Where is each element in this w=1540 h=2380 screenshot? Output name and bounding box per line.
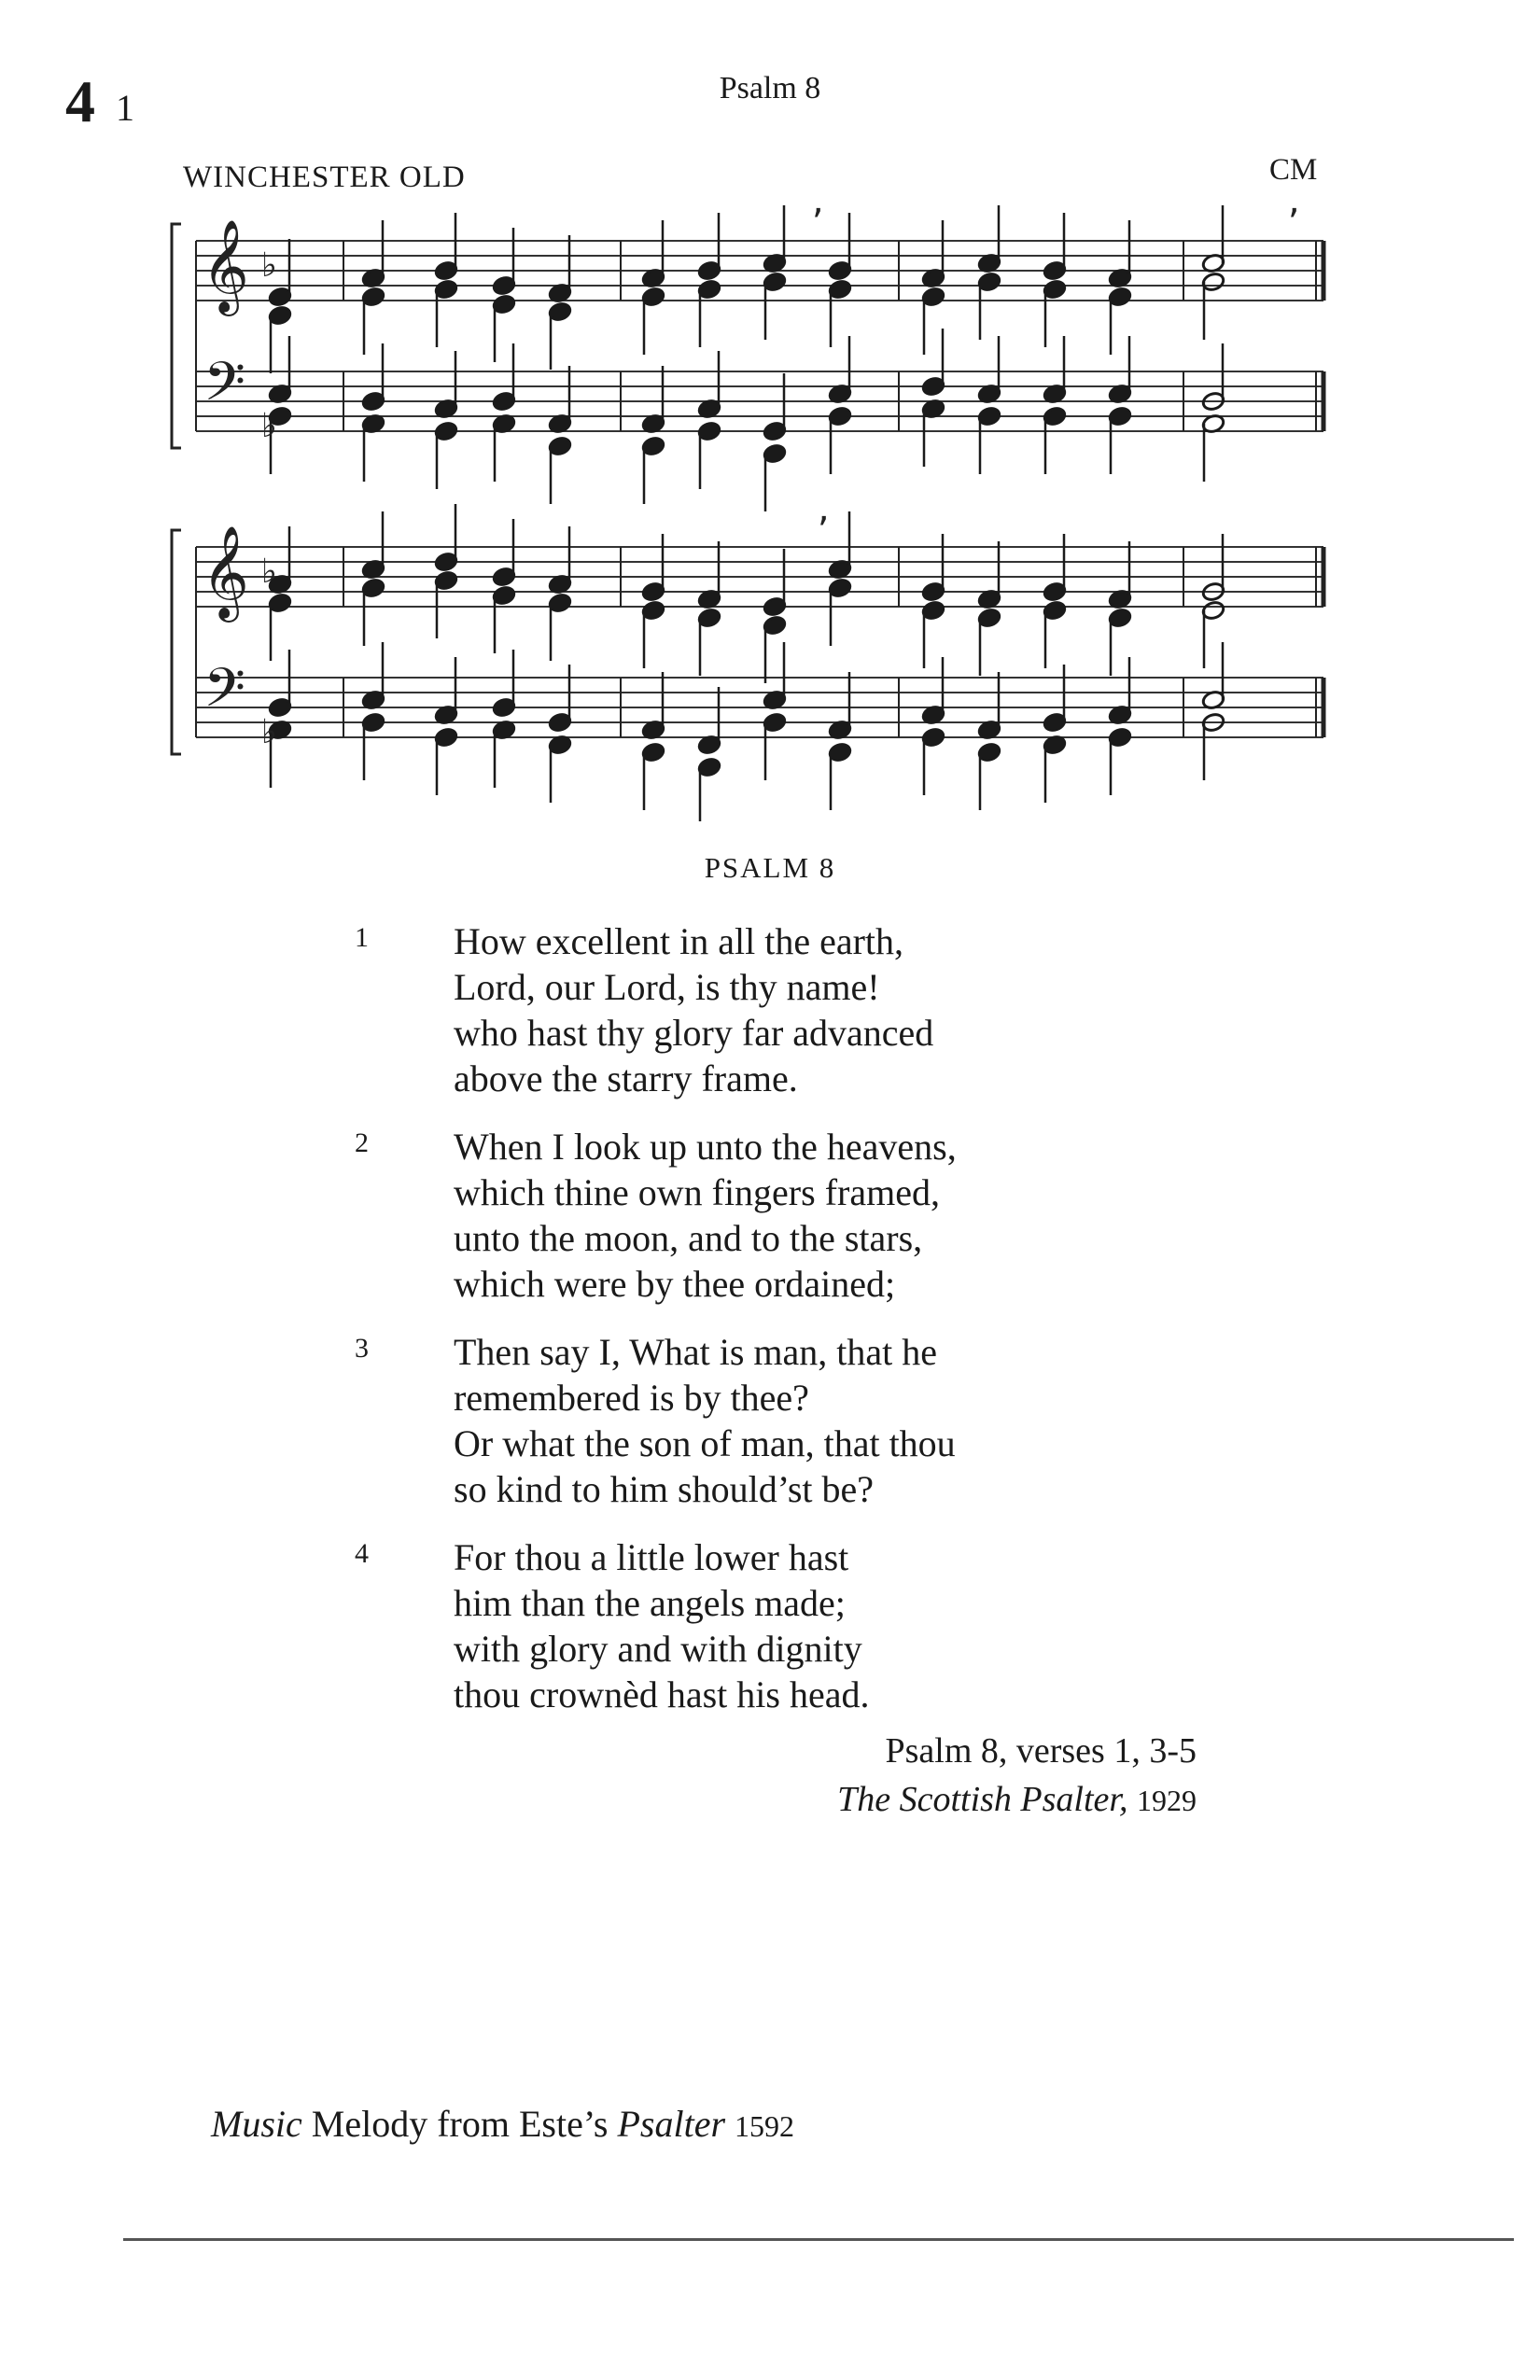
verse-line: remembered is by thee?: [454, 1377, 809, 1419]
verse-number: 4: [355, 1538, 369, 1569]
flat-sign-icon: ♭: [261, 713, 277, 751]
hymn-sub-number: 1: [116, 87, 134, 129]
system-bracket: [172, 224, 181, 448]
source-book: The Scottish Psalter,: [837, 1780, 1128, 1819]
running-title: Psalm 8: [719, 71, 821, 105]
breath-mark-icon: ,: [812, 179, 824, 222]
music-score: [0, 0, 1540, 821]
meter-label: CM: [1269, 153, 1318, 187]
treble-clef-icon: 𝄞: [202, 219, 249, 313]
flat-sign-icon: ♭: [261, 407, 277, 445]
music-label: Music: [211, 2103, 302, 2145]
verse-line: For thou a little lower hast: [454, 1536, 849, 1578]
notes: [268, 205, 1225, 821]
music-credit: [211, 2102, 794, 2146]
verse-line: which thine own fingers framed,: [454, 1171, 940, 1213]
staff-lines: [172, 224, 1323, 754]
verse-line: Or what the son of man, that thou: [454, 1422, 956, 1464]
source-year: 1929: [1137, 1784, 1197, 1817]
verse-line: who hast thy glory far advanced: [454, 1012, 934, 1054]
verse-line: him than the angels made;: [454, 1582, 846, 1624]
verse-line: which were by thee ordained;: [454, 1263, 896, 1305]
verse-number: 2: [355, 1127, 369, 1158]
tune-name: WINCHESTER OLD: [183, 161, 466, 194]
verse-line: How excellent in all the earth,: [454, 920, 904, 962]
bass-clef-icon: 𝄢: [203, 656, 246, 733]
verse-line: Lord, our Lord, is thy name!: [454, 966, 880, 1008]
verse-line: unto the moon, and to the stars,: [454, 1217, 923, 1259]
system-bracket: [172, 530, 181, 754]
breath-mark-icon: ,: [1288, 179, 1300, 222]
hymn-number: 4: [65, 68, 95, 134]
verse-line: so kind to him should’st be?: [454, 1468, 874, 1510]
text-source: [837, 1727, 1197, 1825]
verse-number: 1: [355, 922, 369, 953]
verse-line: When I look up unto the heavens,: [454, 1126, 957, 1168]
breath-mark-icon: ,: [818, 487, 830, 530]
verse-number: 3: [355, 1333, 369, 1364]
clefs-and-signs: [202, 179, 1300, 751]
verse-line: above the starry frame.: [454, 1057, 798, 1099]
flat-sign-icon: ♭: [261, 246, 277, 285]
source-line: Psalm 8, verses 1, 3-5: [885, 1731, 1197, 1771]
verse-line: Then say I, What is man, that he: [454, 1331, 938, 1373]
verse-line: thou crownèd hast his head.: [454, 1673, 870, 1715]
music-year: 1592: [735, 2109, 795, 2143]
flat-sign-icon: ♭: [261, 553, 277, 591]
verse-line: with glory and with dignity: [454, 1628, 862, 1670]
bass-clef-icon: 𝄢: [203, 350, 246, 427]
music-book: Psalter: [617, 2103, 726, 2145]
footer-rule: [123, 2238, 1514, 2241]
treble-clef-icon: 𝄞: [202, 525, 249, 619]
psalm-heading: PSALM 8: [704, 851, 836, 884]
music-text: Melody from Este’s: [311, 2103, 609, 2145]
